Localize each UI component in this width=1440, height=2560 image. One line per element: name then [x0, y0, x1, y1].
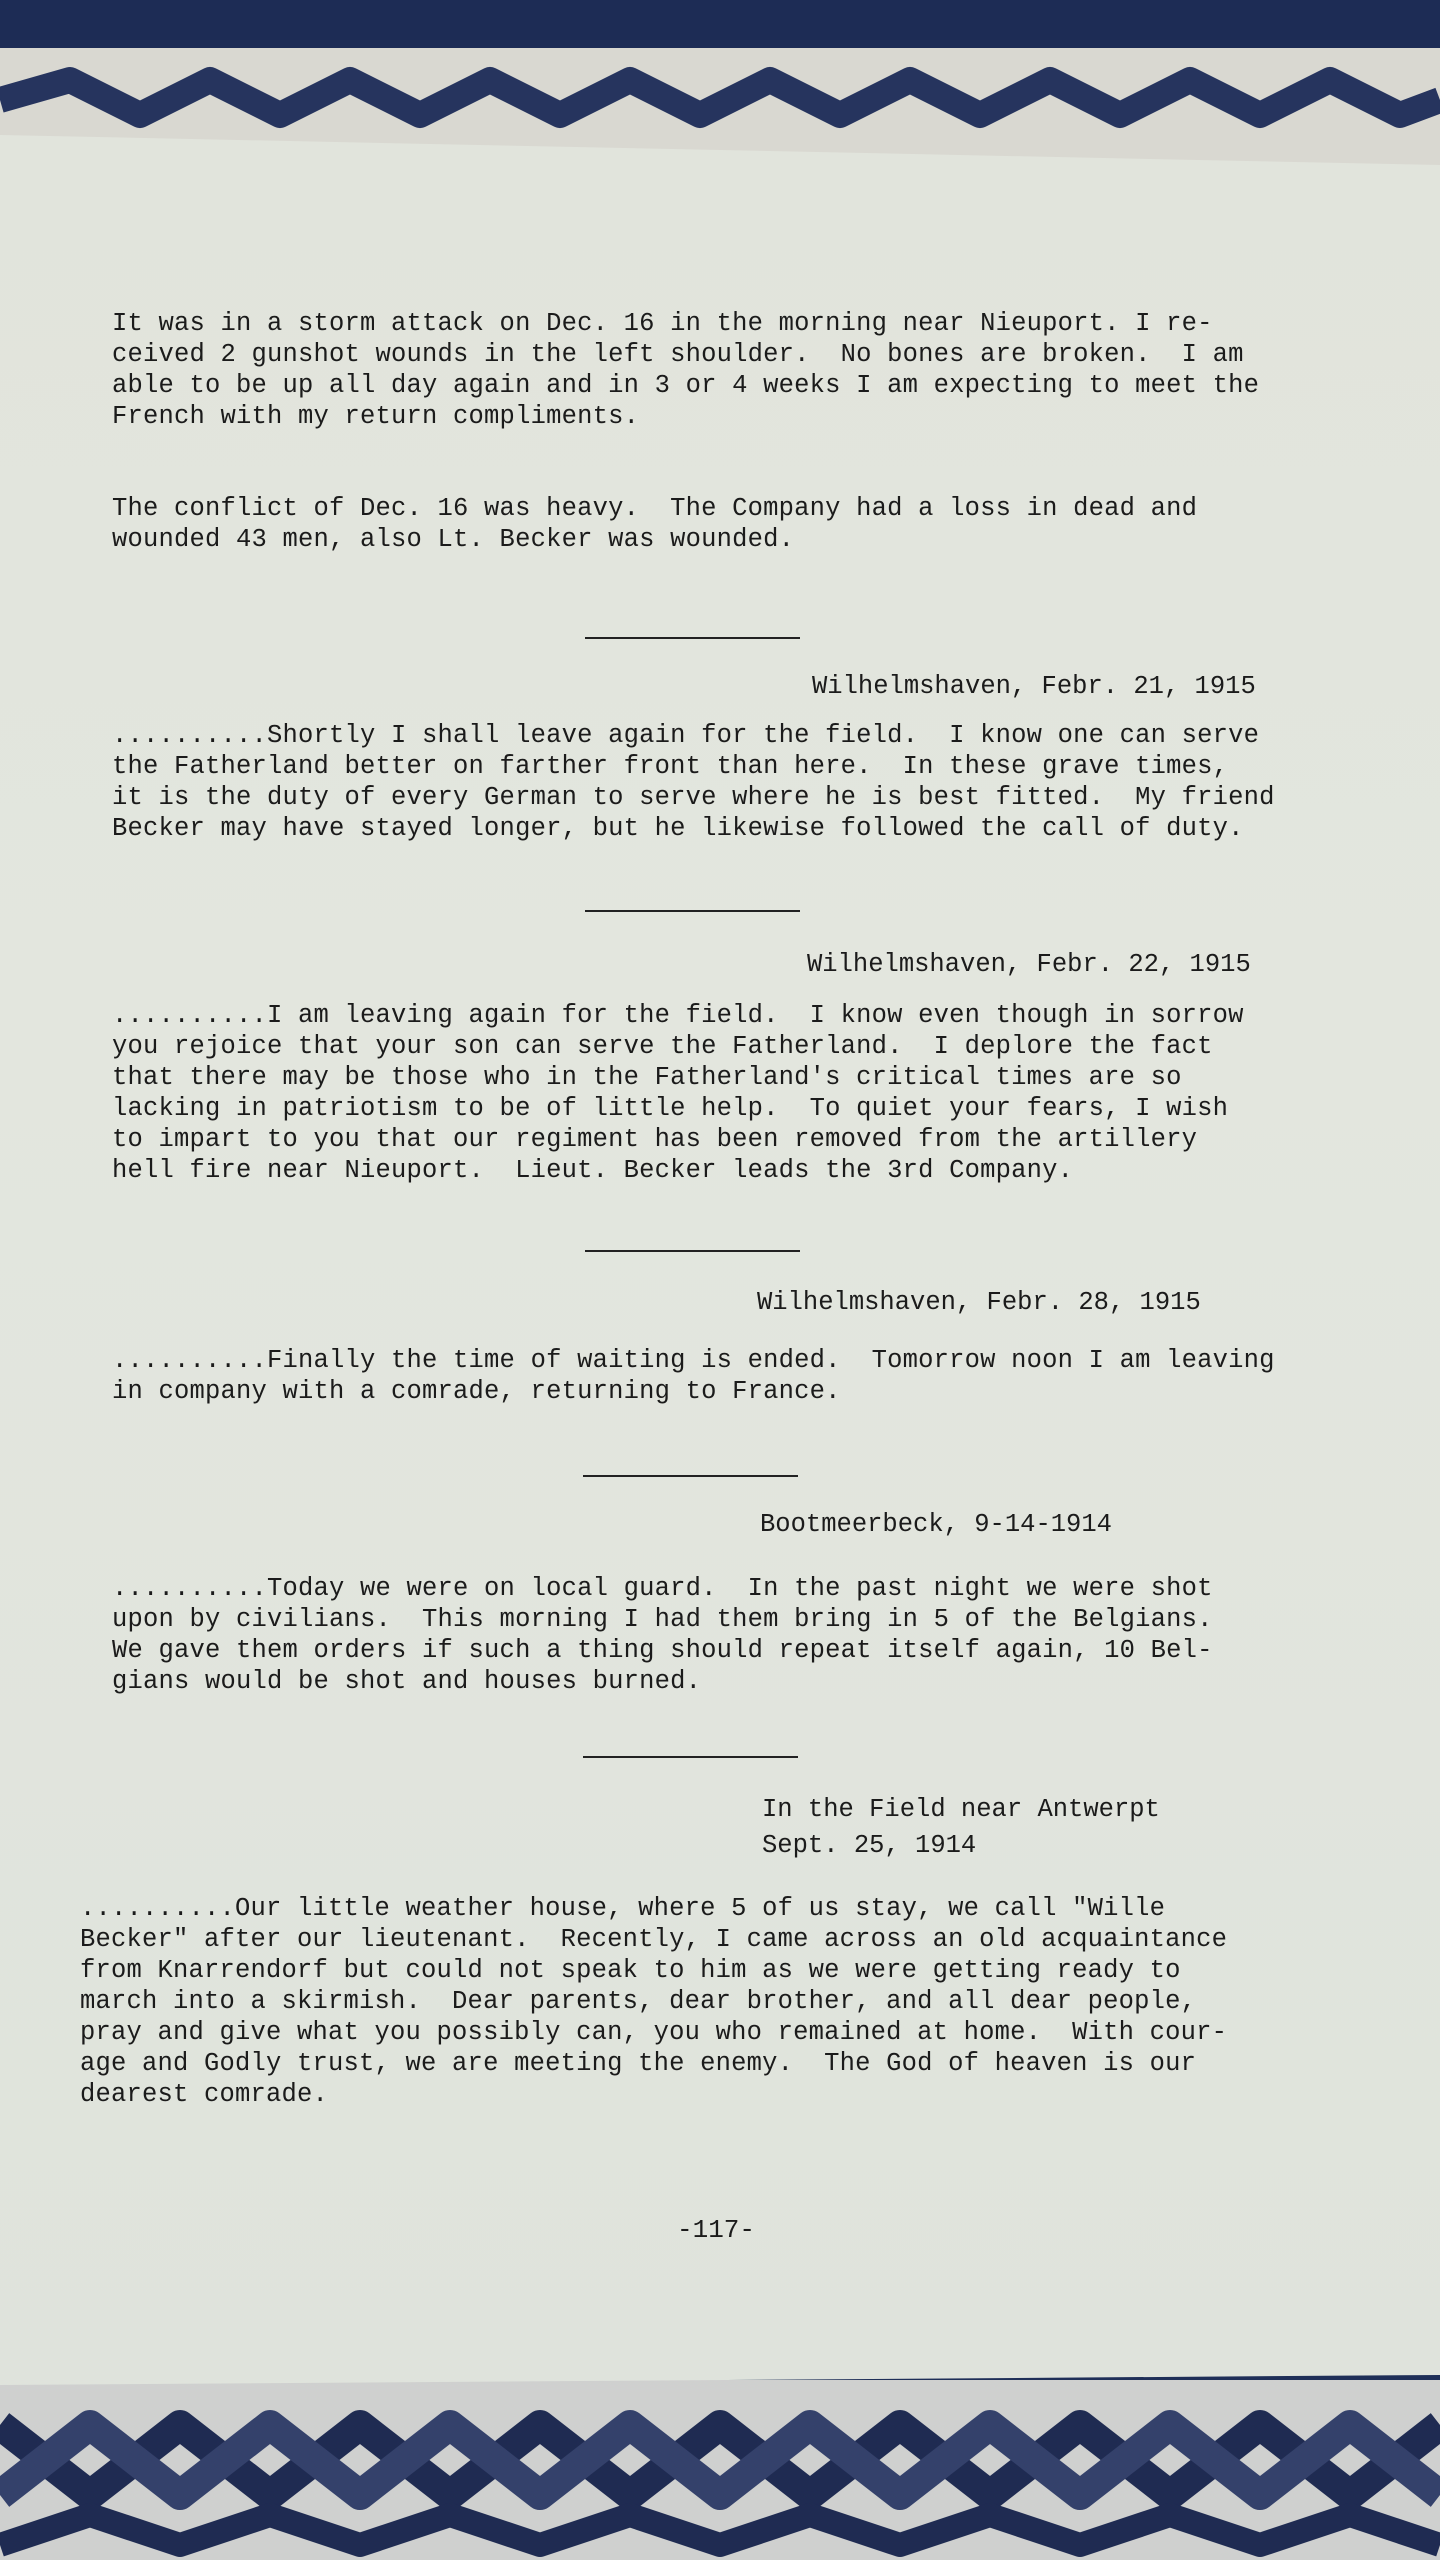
letter-body: ..........Shortly I shall leave again for the field. I know one can serve the Fatherland better on farther front than here. In these grave times, it is the duty of every German to serve where he is best fitted. My friend Becker may have stayed longer, but he likewise followed the call of duty.: [112, 721, 1275, 843]
dateline: Wilhelmshaven, Febr. 28, 1915: [757, 1288, 1201, 1317]
dateline: Wilhelmshaven, Febr. 22, 1915: [807, 950, 1251, 979]
dateline: Wilhelmshaven, Febr. 21, 1915: [812, 672, 1256, 701]
letter-body: ..........Today we were on local guard. In the past night we were shot upon by civilians. This morning I had them bring in 5 of the Belgians. We gave them orders if such a thing should repeat itself again, 10 Bel- gians would be shot and houses burned.: [112, 1574, 1213, 1696]
fabric-zigzag-pattern-top: [0, 60, 1440, 150]
section-divider: [583, 1756, 798, 1758]
section-divider: [585, 637, 800, 639]
letter-body: ..........Our little weather house, where 5 of us stay, we call "Wille Becker" after our lieutenant. Recently, I came across an old acquaintance from Knarrendorf but could not speak to him as we were getting ready to march into a skirmish. Dear parents, dear brother, and all dear people, pray and give what you possibly can, you who remained at home. With cour- age and Godly trust, we are meeting the enemy. The God of heaven is our dearest comrade.: [80, 1894, 1228, 2109]
page-number: -117-: [677, 2215, 756, 2245]
dateline: Bootmeerbeck, 9-14-1914: [760, 1510, 1112, 1539]
paragraph-storm-attack: It was in a storm attack on Dec. 16 in the morning near Nieuport. I re- ceived 2 gunshot wounds in the left shoulder. No bones are broken. I am able to be up all day again and in 3 or 4 weeks I am expecting to meet the French with my return compliments.: [112, 309, 1260, 431]
letter-body: ..........Finally the time of waiting is ended. Tomorrow noon I am leaving in company with a comrade, returning to France.: [112, 1346, 1275, 1406]
letter-body: ..........I am leaving again for the field. I know even though in sorrow you rejoice that your son can serve the Fatherland. I deplore the fact that there may be those who in the Fatherland's critical times are so lacking in patriotism to be of little help. To quiet your fears, I wish to impart to you that our regiment has been removed from the artillery hell fire near Nieuport. Lieut. Becker leads the 3rd Company.: [112, 1001, 1244, 1185]
fabric-chain-pattern-bottom: [0, 2395, 1440, 2560]
section-divider: [585, 910, 800, 912]
section-divider: [583, 1475, 798, 1477]
paragraph-conflict: The conflict of Dec. 16 was heavy. The Company had a loss in dead and wounded 43 men, also Lt. Becker was wounded.: [112, 494, 1198, 554]
dateline: In the Field near Antwerpt Sept. 25, 1914: [762, 1795, 1160, 1860]
section-divider: [585, 1250, 800, 1252]
